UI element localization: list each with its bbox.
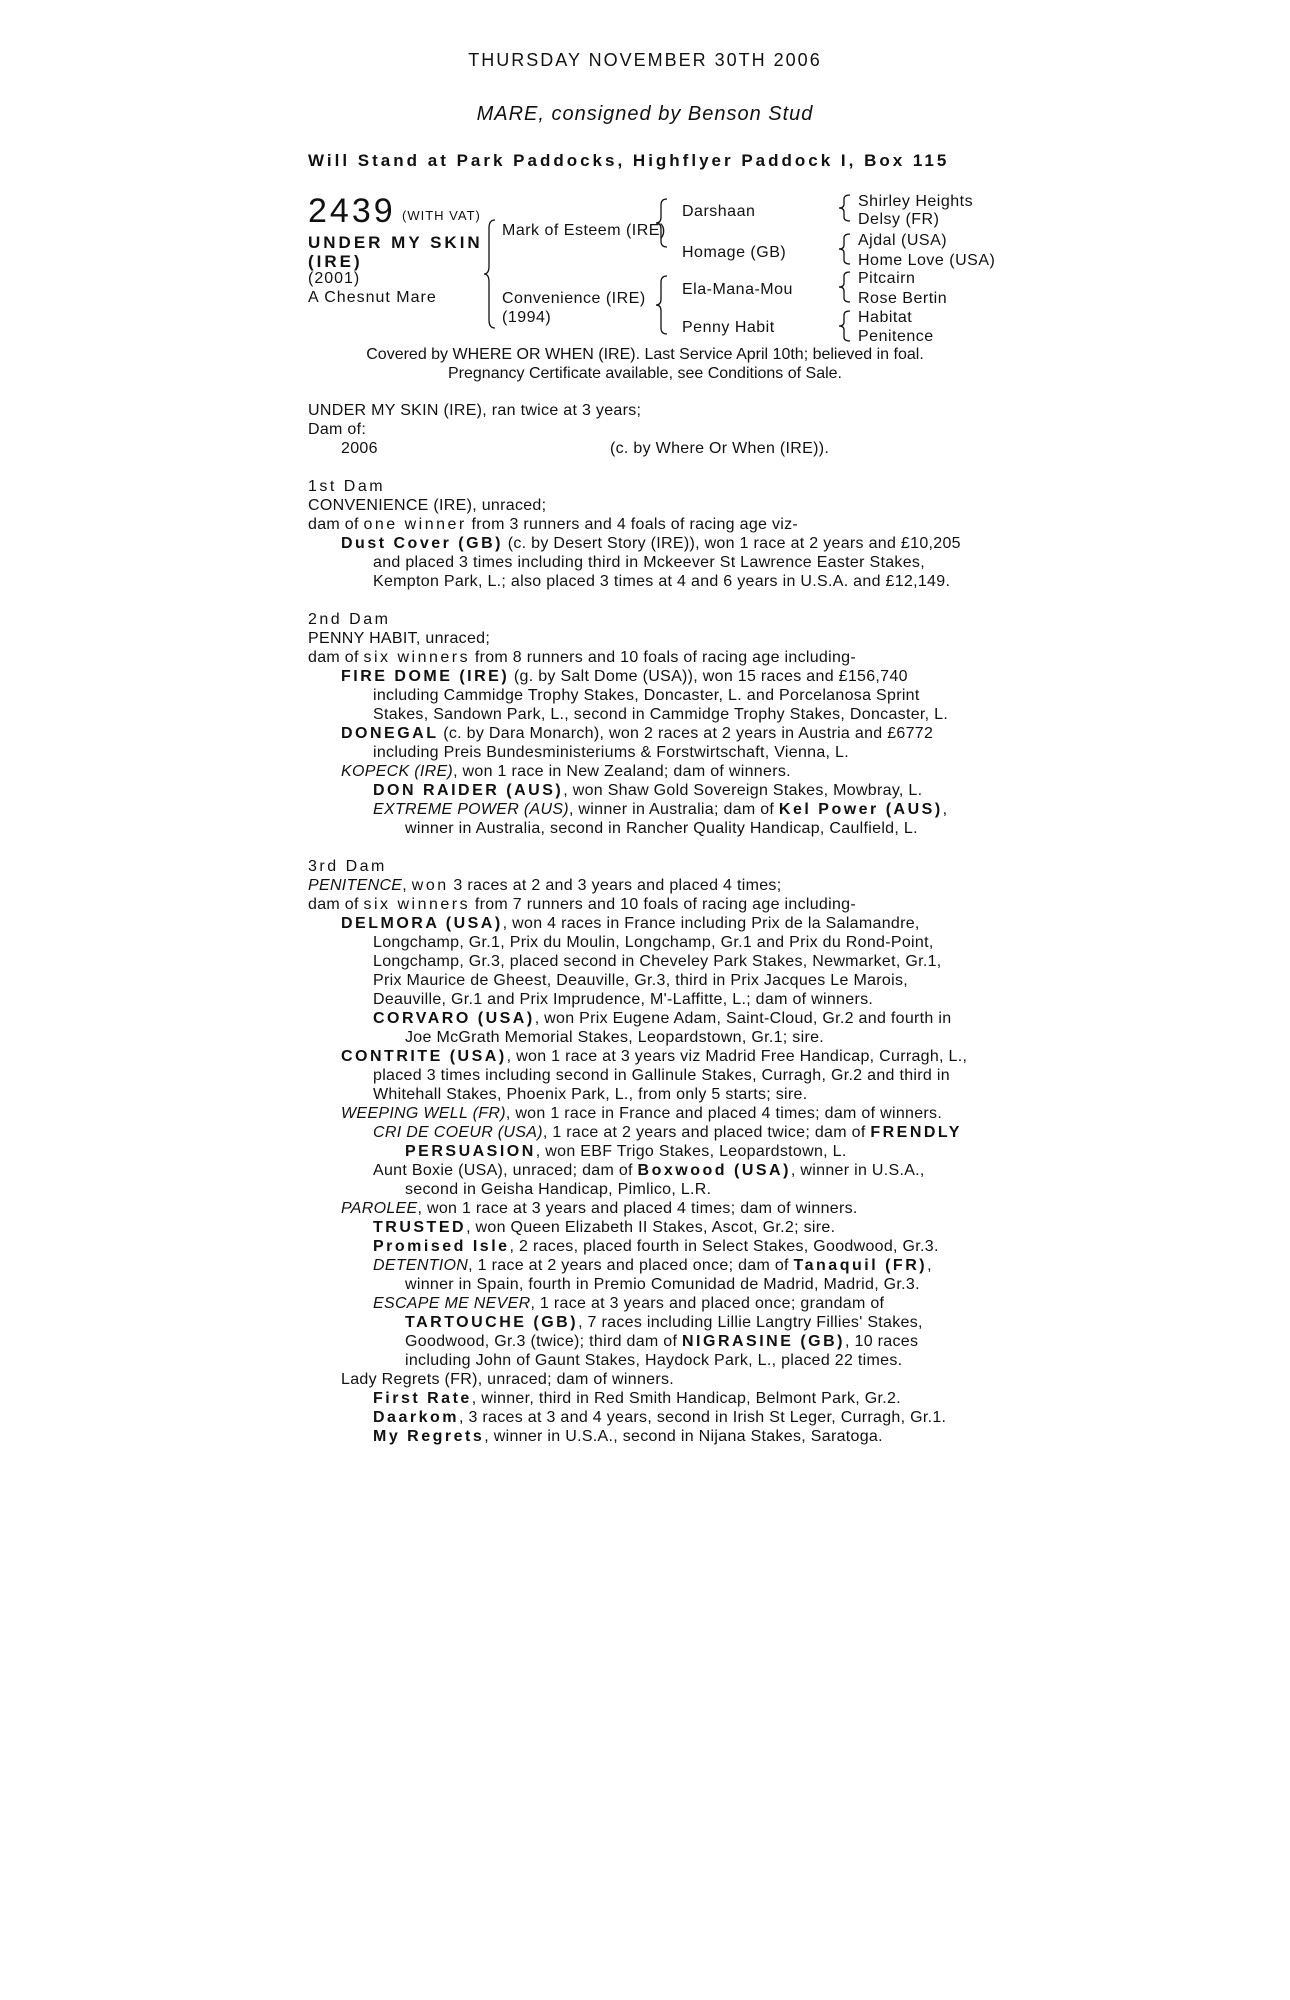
pedigree-sire-sire: Darshaan [682,203,756,220]
pedigree-g4-1: Shirley Heights [858,193,974,210]
dam2-firedome-line1: FIRE DOME (IRE) (g. by Salt Dome (USA)), won 15 races and £156,740 [341,668,908,685]
produce-year: 2006 [341,440,378,457]
pedigree-bracket-g4b [838,232,852,266]
dam3-delmora-line1: DELMORA (USA), won 4 races in France including Prix de la Salamandre, [341,915,920,932]
dam3-promised-line1: Promised Isle, 2 races, placed fourth in Select Stakes, Goodwood, Gr.3. [373,1238,939,1255]
pedigree-dam-sire: Ela-Mana-Mou [682,281,793,298]
dam3-trusted-line1: TRUSTED, won Queen Elizabeth II Stakes, Ascot, Gr.2; sire. [373,1219,836,1236]
dam3-detention-line1: DETENTION, 1 race at 2 years and placed once; dam of Tanaquil (FR), [373,1257,932,1274]
dam1-line1: CONVENIENCE (IRE), unraced; [308,497,547,514]
pedigree-sire-dam: Homage (GB) [682,244,787,261]
dam3-escape-line2: TARTOUCHE (GB), 7 races including Lillie Langtry Fillies' Stakes, [405,1314,923,1331]
pedigree-g4-6: Rose Bertin [858,290,948,307]
dam3-cridecoeur-line1: CRI DE COEUR (USA), 1 race at 2 years and placed twice; dam of FRENDLY [373,1124,962,1141]
dam2-extremepower-line2: winner in Australia, second in Rancher Quality Handicap, Caulfield, L. [405,820,918,837]
dam2-firedome-line2: including Cammidge Trophy Stakes, Doncaster, L. and Porcelanosa Sprint [373,687,920,704]
dam3-firstrate-line1: First Rate, winner, third in Red Smith Handicap, Belmont Park, Gr.2. [373,1390,901,1407]
stabling-location: Will Stand at Park Paddocks, Highflyer Paddock I, Box 115 [308,151,950,170]
horse-name-line1: UNDER MY SKIN [308,233,483,252]
pedigree-bracket-dam [655,274,669,336]
dam3-corvaro-line1: CORVARO (USA), won Prix Eugene Adam, Saint-Cloud, Gr.2 and fourth in [373,1010,952,1027]
horse-name [308,233,483,271]
pedigree-bracket-g4a [838,193,852,223]
dam3-cridecoeur-line2: PERSUASION, won EBF Trigo Stakes, Leopardstown, L. [405,1143,847,1160]
dam1-entry1-line3: Kempton Park, L.; also placed 3 times at 4 and 6 years in U.S.A. and £12,149. [373,573,951,590]
pedigree-bracket-g4c [838,270,852,304]
dam2-line1: PENNY HABIT, unraced; [308,630,491,647]
dam3-myregrets-line1: My Regrets, winner in U.S.A., second in Nijana Stakes, Saratoga. [373,1428,883,1445]
pedigree-dam-line1: Convenience (IRE) [502,290,646,307]
dam3-delmora-line2: Longchamp, Gr.1, Prix du Moulin, Longchamp, Gr.1 and Prix du Rond-Point, [373,934,934,951]
covered-line2: Pregnancy Certificate available, see Conditions of Sale. [448,365,842,382]
consignment-line: MARE, consigned by Benson Stud [476,103,814,125]
dam3-delmora-line3: Longchamp, Gr.3, placed second in Cheveley Park Stakes, Newmarket, Gr.1, [373,953,942,970]
dam3-heading: 3rd Dam [308,858,387,875]
dam3-escape-line3: Goodwood, Gr.3 (twice); third dam of NIGRASINE (GB), 10 races [405,1333,919,1350]
dam2-heading: 2nd Dam [308,611,391,628]
produce-line2: Dam of: [308,421,367,438]
dam3-auntboxie-line1: Aunt Boxie (USA), unraced; dam of Boxwood (USA), winner in U.S.A., [373,1162,925,1179]
pedigree-g4-2: Delsy (FR) [858,211,940,228]
foaling-year: (2001) [308,270,361,287]
dam3-escape-line4: including John of Gaunt Stakes, Haydock Park, L., placed 22 times. [405,1352,903,1369]
dam3-ladyregrets-line1: Lady Regrets (FR), unraced; dam of winners. [341,1371,675,1388]
dam2-donraider-line1: DON RAIDER (AUS), won Shaw Gold Sovereign Stakes, Mowbray, L. [373,782,923,799]
dam3-delmora-line5: Deauville, Gr.1 and Prix Imprudence, M'-Laffitte, L.; dam of winners. [373,991,874,1008]
dam3-weepingwell-line1: WEEPING WELL (FR), won 1 race in France and placed 4 times; dam of winners. [341,1105,943,1122]
dam3-line2: dam of six winners from 7 runners and 10 foals of racing age including- [308,896,857,913]
dam3-detention-line2: winner in Spain, fourth in Premio Comunidad de Madrid, Madrid, Gr.3. [405,1276,920,1293]
horse-description: A Chesnut Mare [308,289,437,306]
pedigree-g4-8: Penitence [858,328,934,345]
sale-date: THURSDAY NOVEMBER 30TH 2006 [468,50,822,70]
dam1-line2: dam of one winner from 3 runners and 4 foals of racing age viz- [308,516,799,533]
pedigree-sire: Mark of Esteem (IRE) [502,222,666,239]
lot-vat-note: (WITH VAT) [402,208,481,223]
dam3-escape-line1: ESCAPE ME NEVER, 1 race at 3 years and placed once; grandam of [373,1295,885,1312]
dam3-auntboxie-line2: second in Geisha Handicap, Pimlico, L.R. [405,1181,712,1198]
dam3-corvaro-line2: Joe McGrath Memorial Stakes, Leopardstown, Gr.1; sire. [405,1029,825,1046]
pedigree-bracket-main [483,218,497,330]
pedigree-g4-7: Habitat [858,309,913,326]
dam3-contrite-line3: Whitehall Stakes, Phoenix Park, L., from only 5 starts; sire. [373,1086,808,1103]
dam3-contrite-line2: placed 3 times including second in Gallinule Stakes, Curragh, Gr.2 and third in [373,1067,950,1084]
pedigree-g4-5: Pitcairn [858,270,916,287]
pedigree-bracket-g4d [838,309,852,343]
pedigree-g4-3: Ajdal (USA) [858,232,948,249]
produce-line1: UNDER MY SKIN (IRE), ran twice at 3 years; [308,402,642,419]
dam2-donegal-line2: including Preis Bundesministeriums & Forstwirtschaft, Vienna, L. [373,744,849,761]
pedigree-dam-line2: (1994) [502,309,552,326]
dam1-entry1-line2: and placed 3 times including third in Mckeever St Lawrence Easter Stakes, [373,554,925,571]
dam2-line2: dam of six winners from 8 runners and 10 foals of racing age including- [308,649,857,666]
dam2-extremepower-line1: EXTREME POWER (AUS), winner in Australia; dam of Kel Power (AUS), [373,801,948,818]
lot-number: 2439 [308,192,396,230]
dam3-delmora-line4: Prix Maurice de Gheest, Deauville, Gr.3, third in Prix Jacques Le Marois, [373,972,909,989]
pedigree-dam-dam: Penny Habit [682,319,775,336]
pedigree-g4-4: Home Love (USA) [858,252,996,269]
dam2-donegal-line1: DONEGAL (c. by Dara Monarch), won 2 races at 2 years in Austria and £6772 [341,725,934,742]
dam3-daarkom-line1: Daarkom, 3 races at 3 and 4 years, second in Irish St Leger, Curragh, Gr.1. [373,1409,947,1426]
dam3-parolee-line1: PAROLEE, won 1 race at 3 years and placed 4 times; dam of winners. [341,1200,858,1217]
dam1-entry1-line1: Dust Cover (GB) (c. by Desert Story (IRE)), won 1 race at 2 years and £10,205 [341,535,961,552]
dam1-heading: 1st Dam [308,478,386,495]
dam2-firedome-line3: Stakes, Sandown Park, L., second in Cammidge Trophy Stakes, Doncaster, L. [373,706,949,723]
produce-foal: (c. by Where Or When (IRE)). [610,440,830,457]
covered-line1: Covered by WHERE OR WHEN (IRE). Last Service April 10th; believed in foal. [366,346,924,363]
dam2-kopeck-line1: KOPECK (IRE), won 1 race in New Zealand; dam of winners. [341,763,791,780]
dam3-line1: PENITENCE, won 3 races at 2 and 3 years and placed 4 times; [308,877,782,894]
dam3-contrite-line1: CONTRITE (USA), won 1 race at 3 years viz Madrid Free Handicap, Curragh, L., [341,1048,968,1065]
horse-name-line2: (IRE) [308,252,363,271]
